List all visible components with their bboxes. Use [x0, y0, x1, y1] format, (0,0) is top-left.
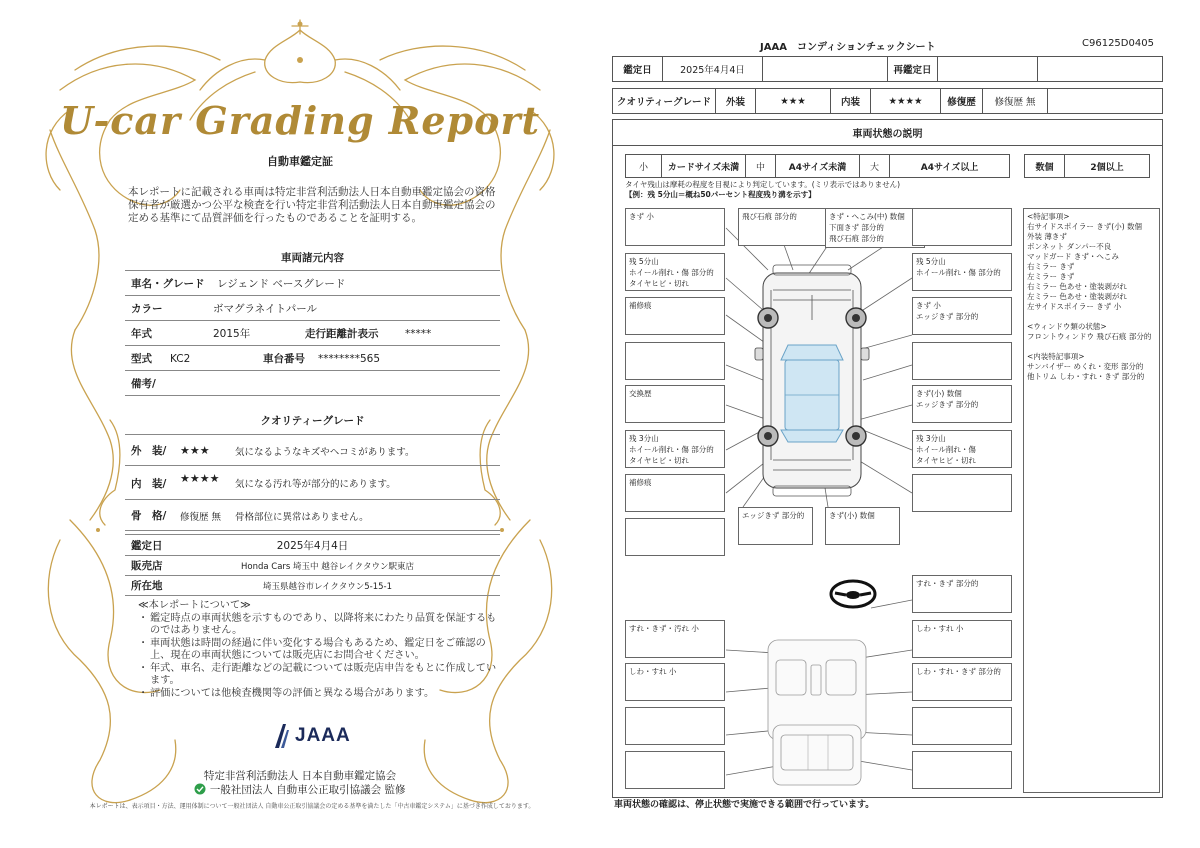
damage-box-right-fender: きず 小 エッジきず 部分的 — [912, 297, 1012, 335]
divider — [125, 270, 500, 271]
exterior-label: 外装 — [716, 89, 756, 113]
check-sheet-panel — [600, 0, 1200, 848]
date-label: 鑑定日 — [613, 57, 663, 81]
note-item: ・ 鑑定時点の車両状態を示すものであり、以降将来にわたり品質を保証するものではありません。 — [138, 612, 497, 636]
damage-box-left-fender: 補修痕 — [625, 297, 725, 335]
tire-note-line: タイヤ残山は摩耗の程度を目視により判定しています。(ミリ表示ではありません) — [625, 180, 901, 189]
name-label: 車名・グレード — [131, 278, 205, 290]
report-title: U-car Grading Report — [59, 98, 541, 143]
sheet-title: JAAA コンディションチェックシート — [760, 42, 936, 53]
year-label: 年式 — [131, 328, 152, 340]
model-label: 型式 — [131, 353, 152, 365]
damage-box-hood: きず・へこみ(中) 数個 下面きず 部分的 飛び石痕 部分的 — [825, 208, 925, 248]
jaaa-logo-text: JAAA — [295, 725, 351, 746]
window-heading: <ウィンドウ類の状態> — [1027, 322, 1107, 331]
damage-box-rr-wheel: 残 3分山 ホイール削れ・傷 タイヤヒビ・切れ — [912, 430, 1012, 468]
note-item: ・ 年式、車名、走行距離などの記載については販売店申告をもとに作成しています。 — [138, 662, 497, 686]
interior-heading: <内装特記事項> — [1027, 352, 1085, 361]
model-value: KC2 — [170, 352, 191, 365]
redate-value — [938, 57, 1038, 81]
interior-label: 内装 — [831, 89, 871, 113]
interior-box-dash: すれ・きず・汚れ 小 — [625, 620, 725, 658]
remark-line: 右ミラー 色あせ・塗装剥がれ — [1027, 282, 1127, 291]
interior-box-driver-seat: しわ・すれ 小 — [912, 620, 1012, 658]
interior-box-door-trim: しわ・すれ・きず 部分的 — [912, 663, 1012, 701]
dealer-value: Honda Cars 埼玉中 越谷レイクタウン駅東店 — [241, 561, 414, 572]
date-label: 鑑定日 — [131, 539, 163, 552]
interior-box-rear-seat-left — [625, 751, 725, 789]
damage-box-right-rear-door: きず(小) 数個 エッジきず 部分的 — [912, 385, 1012, 423]
damage-box-rear-left — [625, 518, 725, 556]
remarks-row — [125, 372, 500, 396]
damage-box-rf-wheel: 残 5分山 ホイール削れ・傷 部分的 — [912, 253, 1012, 291]
sheet-code: C96125D0405 — [1082, 38, 1154, 49]
blank-cell — [1038, 57, 1162, 81]
remarks-label: 備考/ — [131, 378, 156, 390]
note-text: 鑑定時点の車両状態を示すものであり、以降将来にわたり品質を保証するものではありません。 — [150, 612, 497, 636]
size-large: 大 — [860, 155, 890, 177]
notes-section — [138, 600, 498, 700]
dealer-row — [125, 556, 500, 576]
interior-box-rear-seat-right — [912, 751, 1012, 789]
note-text: 車両状態は時間の経過に伴い変化する場合もあるため、鑑定日をご確認の上、現在の車両状態については販売店にお問合せください。 — [150, 637, 486, 661]
year-row — [125, 322, 500, 346]
interior-line: 他トリム しわ・すれ・きず 部分的 — [1027, 372, 1145, 381]
blank-cell — [1048, 89, 1162, 113]
damage-box-lf-wheel: 残 5分山 ホイール削れ・傷 部分的 タイヤヒビ・切れ — [625, 253, 725, 291]
chassis-value: ********565 — [318, 352, 381, 365]
address-value: 埼玉県越谷市レイクタウン5-15-1 — [262, 581, 392, 592]
remark-line: マッドガード きず・へこみ — [1027, 252, 1119, 261]
divider — [125, 434, 500, 435]
remarks-box — [1023, 208, 1160, 793]
exterior-stars: ★★★ — [756, 89, 831, 113]
date-value: 2025年4月4日 — [663, 57, 763, 81]
frame-value: 修復歴 無 — [180, 511, 222, 523]
note-item: ・ 評価については他検査機関等の評価と異なる場合があります。 — [138, 687, 435, 699]
date-row — [612, 56, 1163, 82]
interior-stars: ★★★★ — [180, 471, 220, 485]
damage-box-left-front-door — [625, 342, 725, 380]
count-label: 数個 — [1025, 155, 1065, 177]
damage-box-front-center: 飛び石痕 部分的 — [738, 208, 838, 246]
jaaa-logo — [273, 722, 351, 750]
chassis-label: 車台番号 — [263, 353, 305, 365]
tire-note-line: 【例：残 5分山＝概ね50パーセント程度残り溝を示す】 — [625, 190, 816, 199]
note-text: 評価については他検査機関等の評価と異なる場合があります。 — [150, 687, 435, 699]
interior-comment: 気になる汚れ等が部分的にあります。 — [235, 479, 396, 490]
note-item: ・ 車両状態は時間の経過に伴い変化する場合もあるため、鑑定日をご確認の上、現在の車両状態については販売店にお問合せください。 — [138, 638, 498, 663]
remarks-heading: <特記事項> — [1027, 212, 1070, 221]
section-title: 車両状態の説明 — [613, 120, 1162, 146]
condition-box — [612, 119, 1163, 798]
name-row — [125, 272, 500, 296]
repair-label: 修復歴 — [941, 89, 983, 113]
footnote: 本レポートは、表示項目・方法、運用体制について一般社団法人 自動車公正取引協議会の定める基準を満たした「中古車鑑定システム」に基づき作成しております。 — [89, 803, 535, 810]
address-label: 所在地 — [131, 580, 163, 592]
org-line-2-text: 一般社団法人 自動車公正取引協議会 監修 — [209, 784, 406, 796]
exterior-comment: 気になるようなキズやヘコミがあります。 — [235, 446, 415, 458]
damage-box-left-rear-door: 交換歴 — [625, 385, 725, 423]
org-line-1: 特定非営利活動法人 日本自動車鑑定協会 — [203, 770, 397, 782]
jaaa-emblem-icon — [273, 722, 291, 750]
size-large-desc: A4サイズ以上 — [920, 162, 979, 173]
address-row — [125, 576, 500, 596]
redate-label: 再鑑定日 — [888, 57, 938, 81]
mileage-label: 走行距離計表示 — [305, 328, 379, 340]
notes-heading: ≪本レポートについて≫ — [138, 600, 251, 611]
color-label: カラー — [131, 303, 163, 315]
window-line: フロントウィンドウ 飛び石痕 部分的 — [1027, 332, 1152, 341]
remark-line: 左ミラー きず — [1027, 272, 1075, 281]
year-value: 2015年 — [213, 328, 251, 340]
size-small-desc: カードサイズ未満 — [662, 155, 746, 177]
mileage-value: ***** — [405, 327, 432, 340]
intro-text: 本レポートに記載される車両は特定非営利活動法人日本自動車鑑定協会の資格保有者が厳選かつ公平な検査を行い特定非営利活動法人日本自動車鑑定協会の定める基準にて品質評価を行ったものであることを証明する。 — [128, 186, 496, 224]
quality-row — [612, 88, 1163, 114]
size-mid: 中 — [746, 155, 776, 177]
count-desc: 2個以上 — [1090, 162, 1124, 173]
remark-line: 左サイドスポイラー きず 小 — [1027, 302, 1122, 311]
interior-box-rear-right — [912, 707, 1012, 745]
steering-wheel-icon — [831, 581, 875, 607]
damage-box-front-left: きず 小 — [625, 208, 725, 246]
model-row — [125, 347, 500, 371]
remark-line: 右ミラー きず — [1027, 262, 1075, 271]
remark-line: ボンネット ダンパー不良 — [1027, 242, 1112, 251]
damage-box-rear-center: エッジきず 部分的 — [738, 507, 813, 545]
interior-line: サンバイザー めくれ・変形 部分的 — [1027, 362, 1144, 371]
remark-line: 右サイドスポイラー きず(小) 数個 — [1027, 222, 1143, 231]
size-small: 小 — [626, 155, 662, 177]
damage-box-front-right — [912, 208, 1012, 246]
interior-row — [125, 467, 500, 500]
damage-box-right-quarter — [912, 474, 1012, 512]
spec-heading: 車両諸元内容 — [281, 252, 344, 264]
damage-box-left-quarter: 補修痕 — [625, 474, 725, 512]
repair-value: 修復歴 無 — [983, 89, 1048, 113]
interior-box-passenger-seat: しわ・すれ 小 — [625, 663, 725, 701]
date-row — [125, 534, 500, 556]
color-row — [125, 297, 500, 321]
quality-heading: クオリティーグレード — [260, 415, 365, 427]
date-value: 2025年4月4日 — [276, 539, 349, 552]
frame-label: 骨 格/ — [131, 510, 167, 522]
interior-stars: ★★★★ — [871, 89, 941, 113]
fair-trade-icon — [194, 783, 206, 795]
name-value: レジェンド ベースグレード — [217, 278, 346, 290]
frame-comment: 骨格部位に異常はありません。 — [235, 511, 369, 523]
interior-box-rear-left — [625, 707, 725, 745]
certificate-subtitle: 自動車鑑定証 — [267, 155, 333, 168]
blank-cell — [763, 57, 888, 81]
damage-box-right-front-door — [912, 342, 1012, 380]
interior-label: 内 装/ — [131, 477, 167, 490]
remark-line: 外装 薄きず — [1027, 232, 1067, 241]
exterior-label: 外 装/ — [131, 445, 167, 457]
size-mid-desc: A4サイズ未満 — [776, 155, 860, 177]
note-text: 年式、車名、走行距離などの記載については販売店申告をもとに作成しています。 — [150, 662, 497, 686]
frame-row — [125, 501, 500, 531]
dealer-label: 販売店 — [131, 560, 163, 572]
interior-box-steering: すれ・きず 部分的 — [912, 575, 1012, 613]
damage-box-lr-wheel: 残 3分山 ホイール削れ・傷 部分的 タイヤヒビ・切れ — [625, 430, 725, 468]
color-value: ボマグラネイトパール — [213, 303, 318, 315]
exterior-row — [125, 436, 500, 466]
remark-line: 左ミラー 色あせ・塗装剥がれ — [1027, 292, 1127, 301]
org-line-2 — [0, 782, 600, 797]
damage-box-trunk: きず(小) 数個 — [825, 507, 900, 545]
quality-label: クオリティーグレード — [613, 89, 716, 113]
bottom-note: 車両状態の確認は、停止状態で実施できる範囲で行っています。 — [614, 800, 875, 810]
exterior-stars: ★★★ — [180, 444, 210, 457]
